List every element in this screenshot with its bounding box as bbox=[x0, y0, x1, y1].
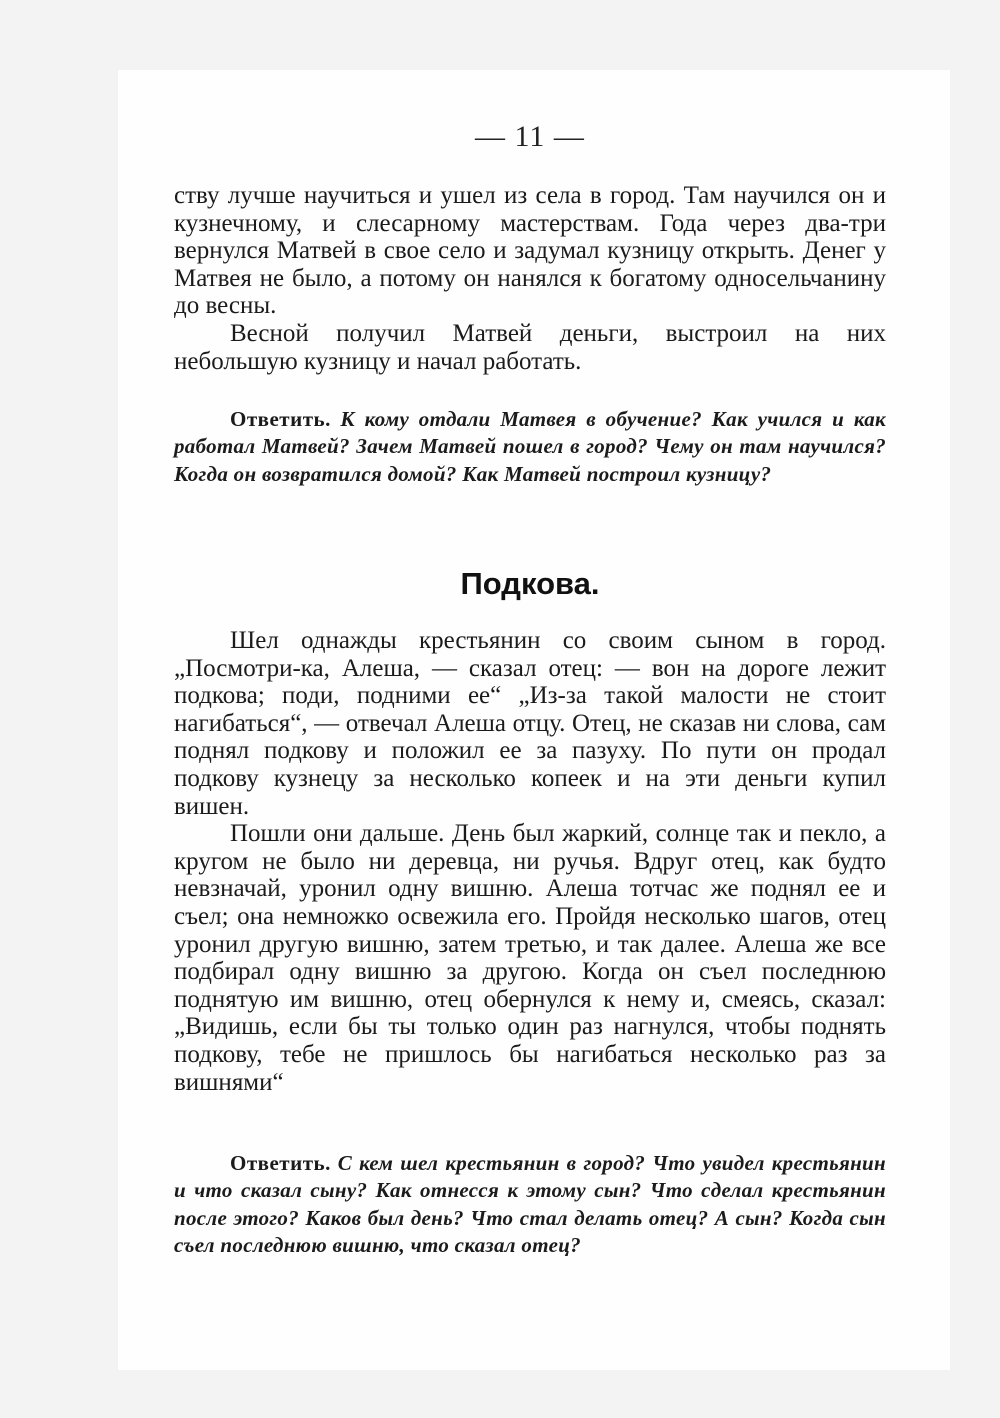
paragraph: Весной получил Матвей деньги, выстроил на них небольшую кузницу и начал работать. bbox=[174, 319, 886, 375]
questions-label: Ответить. bbox=[230, 407, 331, 431]
continuation-paragraph: ству лучше научиться и ушел из села в город. Там научился он и кузнечному, и слесарному мастерствам. Года через два-три вернулся Матвей в свое село и задумал кузницу открыть. Денег у Матвея не было, а потому он нанялся к богатому односельчанину до весны. bbox=[174, 182, 886, 320]
questions-text: К кому отдали Матвея в обучение? Как учился и как работал Матвей? Зачем Матвей пошел в город? Чему он там научился? Когда он возвратился домой? Как Матвей построил кузницу? bbox=[174, 407, 887, 486]
questions-paragraph bbox=[174, 1150, 886, 1259]
questions-label: Ответить. bbox=[230, 1151, 331, 1175]
story-body bbox=[174, 627, 886, 1096]
questions-block-1 bbox=[174, 406, 886, 488]
paragraph: Пошли они дальше. День был жаркий, солнце так и пекло, а кругом не было ни деревца, ни ручья. Вдруг отец, как будто невзначай, уронил одну вишню. Алеша тотчас же поднял ее и съел; она немножко освежила его. Пройдя несколько шагов, отец уронил другую вишню, затем третью, и так далее. Алеша же все подбирал одну вишню за другою. Когда он съел последнюю поднятую им вишню, отец обернулся к нему и, смеясь, сказал: „Видишь, если бы ты только один раз нагнулся, чтобы поднять подкову, тебе не пришлось бы нагибаться несколько раз за вишнями“ bbox=[174, 820, 886, 1096]
questions-block-2 bbox=[174, 1150, 886, 1259]
questions-paragraph bbox=[174, 406, 886, 488]
page-number: — 11 — bbox=[475, 120, 585, 153]
paragraph: Шел однажды крестьянин со своим сыном в город. „Посмотри-ка, Алеша, — сказал отец: — вон на дороге лежит подкова; поди, подними ее“ „Из-за такой малости не стоит нагибаться“, — отвечал Алеша отцу. Отец, не сказав ни слова, сам поднял подкову и положил ее за пазуху. По пути он продал подкову кузнецу за несколько копеек и на эти деньги купил вишен. bbox=[174, 627, 886, 820]
questions-text: С кем шел крестьянин в город? Что увидел крестьянин и что сказал сыну? Как отнесся к этому сын? Что сделал крестьянин после этого? Каков был день? Что стал делать отец? А сын? Когда сын съел последнюю вишню, что сказал отец? bbox=[174, 1151, 886, 1257]
top-section bbox=[174, 182, 886, 375]
story-title: Подкова. bbox=[460, 566, 600, 601]
